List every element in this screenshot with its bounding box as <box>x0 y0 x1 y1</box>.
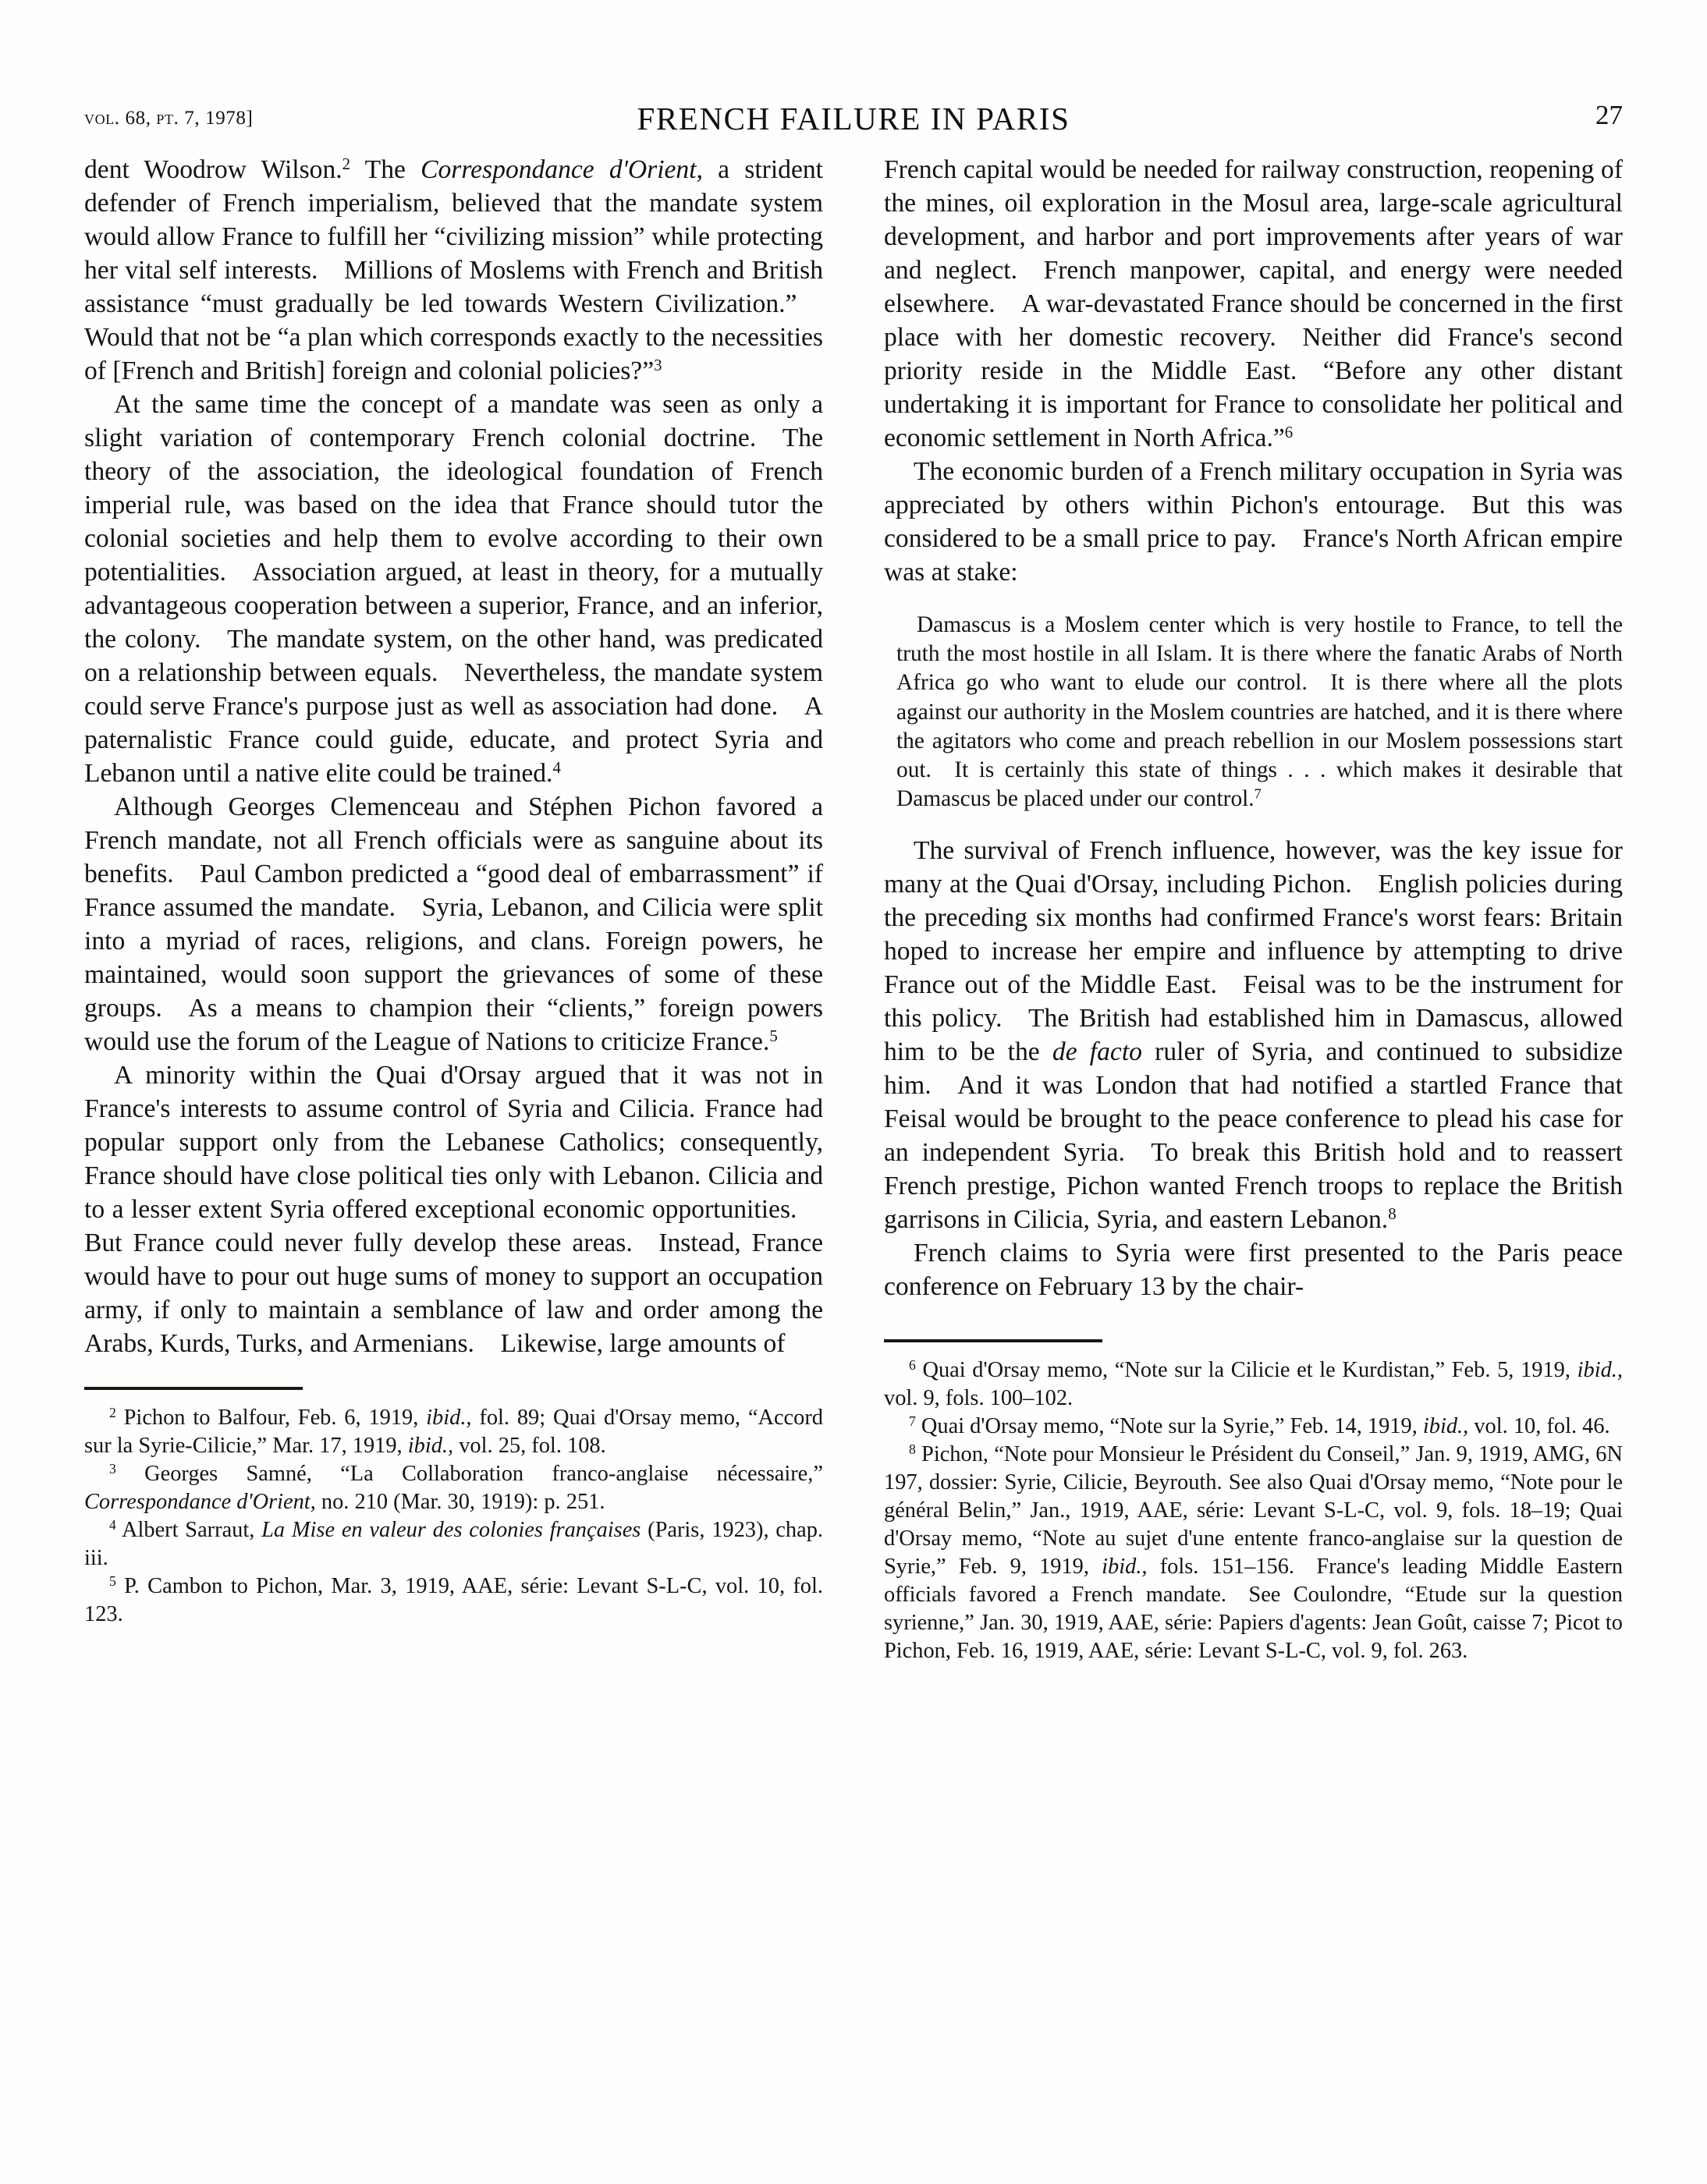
body-paragraph <box>84 388 823 790</box>
footnote-marker: 8 <box>909 1441 916 1458</box>
text-run: vol. 10, fol. 46. <box>1468 1414 1610 1439</box>
footnote-entry <box>84 1404 823 1460</box>
italic-run: Correspondance d'Orient, <box>84 1490 316 1514</box>
body-paragraph <box>84 790 823 1058</box>
text-run: ruler of Syria, and continued to subsidize him. And it was London that had notified a startled France that Feisal would be brought to the peace conference to plead his case for an independent Syria. To break this British hold and to reassert French prestige, Pichon wanted French troops to replace the British garrisons in Cilicia, Syria, and eastern Lebanon. <box>884 1037 1623 1235</box>
text-run: Georges Samné, “La Collaboration franco-anglaise nécessaire,” <box>115 1462 823 1486</box>
volume-issue-label: vol. 68, pt. 7, 1978] <box>84 108 254 129</box>
text-run: Quai d'Orsay memo, “Note sur la Syrie,” Feb. 14, 1919, <box>915 1414 1423 1439</box>
text-run: (Paris, 1923), chap. iii. <box>84 1518 823 1570</box>
italic-run: La Mise en valeur des colonies françaises <box>261 1518 641 1542</box>
footnote-entry <box>884 1441 1623 1665</box>
body-paragraph <box>884 834 1623 1236</box>
italic-run: ibid., <box>407 1434 454 1458</box>
footnote-entry <box>84 1572 823 1629</box>
footnote-marker: 5 <box>769 1026 778 1046</box>
two-column-body <box>84 153 1623 1665</box>
text-run: French capital would be needed for railway construction, reopening of the mines, oil exploration in the Mosul area, large-scale agricultural development, and harbor and port improvements after years of war and neglect. French manpower, capital, and energy were needed elsewhere. A war-devastated France should be concerned in the first place with her domestic recovery. Neither did France's second priority reside in the Middle East. “Before any other distant undertaking it is important for France to consolidate her political and economic settlement in North Africa.” <box>884 155 1623 452</box>
body-paragraph <box>884 455 1623 589</box>
text-run: vol. 25, fol. 108. <box>453 1434 606 1458</box>
text-run: Albert Sarraut, <box>115 1518 262 1542</box>
footnote-entry <box>884 1356 1623 1413</box>
footnote-marker: 7 <box>1254 785 1262 802</box>
running-head <box>84 100 1623 147</box>
text-run: no. 210 (Mar. 30, 1919): p. 251. <box>315 1490 605 1514</box>
block-quotation <box>884 611 1623 814</box>
text-run: French claims to Syria were first presented to the Paris peace conference on February 13 by the chair- <box>884 1239 1623 1302</box>
page-title: FRENCH FAILURE IN PARIS <box>637 101 1070 136</box>
text-run: Damascus is a Moslem center which is very hostile to France, to tell the truth the most hostile in all Islam. It is there where the fanatic Arabs of North Africa go who want to elude our control. It is there where all the plots against our authority in the Moslem countries are hatched, and it is there where the agitators who come and preach rebellion in our Moslem possessions start out. It is certainly this state of things . . . which makes it desirable that Damascus be placed under our control. <box>896 612 1623 812</box>
footnote-marker: 7 <box>909 1413 916 1430</box>
text-run: The survival of French influence, however, was the key issue for many at the Quai d'Orsay, including Pichon. English policies during the preceding six months had confirmed France's worst fears: Britain hoped to increase her empire and influence by attempting to drive France out of the Middle East. Feisal was to be the instrument for this policy. The British had established him in Damascus, allowed him to be the <box>884 836 1623 1067</box>
footnote-marker: 4 <box>552 758 561 778</box>
footnote-marker: 5 <box>109 1572 116 1589</box>
body-paragraph <box>84 1058 823 1360</box>
left-column-footnotes <box>84 1404 823 1629</box>
text-run: At the same time the concept of a mandate was seen as only a slight variation of contemporary French colonial doctrine. The theory of the association, the ideological foundation of French imperial rule, was based on the idea that France should tutor the colonial societies and help them to evolve according to their own potentialities. Association argued, at least in theory, for a mutually advantageous cooperation between a superior, France, and an inferior, the colony. The mandate system, on the other hand, was predicated on a relationship between equals. Nevertheless, the mandate system could serve France's purpose just as well as association had done. A paternalistic France could guide, educate, and protect Syria and Lebanon until a native elite could be trained. <box>84 390 823 788</box>
right-column <box>884 153 1623 1665</box>
text-run: fol. 89; Quai d'Orsay memo, “Accord sur la Syrie-Cilicie,” Mar. 17, 1919, <box>84 1406 824 1458</box>
footnote-entry <box>84 1460 823 1516</box>
left-column <box>84 153 823 1665</box>
footnote-marker: 4 <box>109 1516 116 1533</box>
italic-run: ibid., <box>1102 1555 1148 1580</box>
footnote-entry <box>84 1516 823 1572</box>
footnote-separator-rule <box>884 1339 1102 1342</box>
text-run: a strident defender of French imperialism, believed that the mandate system would allow France to fulfill her “civilizing mission” while protecting her vital self interests. Millions of Moslems with French and British assistance “must gradually be led towards Western Civilization.” Would that not be “a plan which corresponds exactly to the necessities of [French and British] foreign and colonial policies?” <box>84 155 823 385</box>
footnote-marker: 6 <box>909 1357 916 1374</box>
text-run: Pichon, “Note pour Monsieur le Président du Conseil,” Jan. 9, 1919, AMG, 6N 197, dossier: Syrie, Cilicie, Beyrouth. See also Quai d'Orsay memo, “Note pour le général Belin,” Jan., 1919, AAE, série: Levant S-L-C, vol. 9, fols. 18–19; Quai d'Orsay memo, “Note au sujet d'une entente franco-anglaise sur la question de Syrie,” Feb. 9, 1919, <box>884 1442 1623 1580</box>
text-run: Pichon to Balfour, Feb. 6, 1919, <box>115 1406 427 1430</box>
text-run: The <box>350 155 421 184</box>
text-run: Quai d'Orsay memo, “Note sur la Cilicie et le Kurdistan,” Feb. 5, 1919, <box>915 1358 1577 1383</box>
footnote-marker: 8 <box>1388 1204 1396 1224</box>
footnote-entry <box>884 1413 1623 1441</box>
text-run: P. Cambon to Pichon, Mar. 3, 1919, AAE, série: Levant S-L-C, vol. 10, fol. 123. <box>84 1574 823 1626</box>
text-run: Although Georges Clemenceau and Stéphen Pichon favored a French mandate, not all French officials were as sanguine about its benefits. Paul Cambon predicted a “good deal of embarrassment” if France assumed the mandate. Syria, Lebanon, and Cilicia were split into a myriad of races, religions, and clans. Foreign powers, he maintained, would soon support the grievances of some of these groups. As a means to champion their “clients,” foreign powers would use the forum of the League of Nations to criticize France. <box>84 792 823 1056</box>
footnote-marker: 3 <box>654 356 662 375</box>
text-run: dent Woodrow Wilson. <box>84 155 342 184</box>
text-run: vol. 9, fols. 100–102. <box>884 1386 1074 1411</box>
footnote-separator-rule <box>84 1387 303 1390</box>
text-run: fols. 151–156. France's leading Middle Eastern officials favored a French mandate. See Coulondre, “Etude sur la question syrienne,” Jan. 30, 1919, AAE, série: Papiers d'agents: Jean Goût, caisse 7; Picot to Pichon, Feb. 16, 1919, AAE, série: Levant S-L-C, vol. 9, fol. 263. <box>884 1555 1624 1664</box>
page-number: 27 <box>1595 100 1623 130</box>
text-run: A minority within the Quai d'Orsay argued that it was not in France's interests to assume control of Syria and Cilicia. France had popular support only from the Lebanese Catholics; consequently, France should have close political ties only with Lebanon. Cilicia and to a lesser extent Syria offered exceptional economic opportunities. But France could never fully develop these areas. Instead, France would have to pour out huge sums of money to support an occupation army, if only to maintain a semblance of law and order among the Arabs, Kurds, Turks, and Armenians. Likewise, large amounts of <box>84 1061 823 1358</box>
body-paragraph <box>884 153 1623 455</box>
right-column-paragraphs-after-quote <box>884 834 1623 1303</box>
italic-run: ibid., <box>1422 1414 1469 1439</box>
footnote-marker: 3 <box>109 1460 116 1477</box>
left-column-paragraphs <box>84 153 823 1360</box>
right-column-paragraphs <box>884 153 1623 589</box>
footnote-marker: 6 <box>1284 423 1294 442</box>
body-paragraph <box>84 153 823 388</box>
italic-run: ibid., <box>426 1406 472 1430</box>
right-column-footnotes <box>884 1356 1623 1665</box>
italic-run: Correspondance d'Orient, <box>421 155 703 184</box>
body-paragraph <box>884 1236 1623 1303</box>
italic-run: ibid., <box>1577 1358 1623 1383</box>
italic-run: de facto <box>1052 1037 1142 1067</box>
footnote-marker: 2 <box>109 1404 116 1420</box>
block-quotation-text <box>896 611 1623 814</box>
footnote-marker: 2 <box>342 154 351 174</box>
text-run: The economic burden of a French military occupation in Syria was appreciated by others within Pichon's entourage. But this was considered to be a small price to pay. France's North African empire was at stake: <box>884 457 1623 587</box>
